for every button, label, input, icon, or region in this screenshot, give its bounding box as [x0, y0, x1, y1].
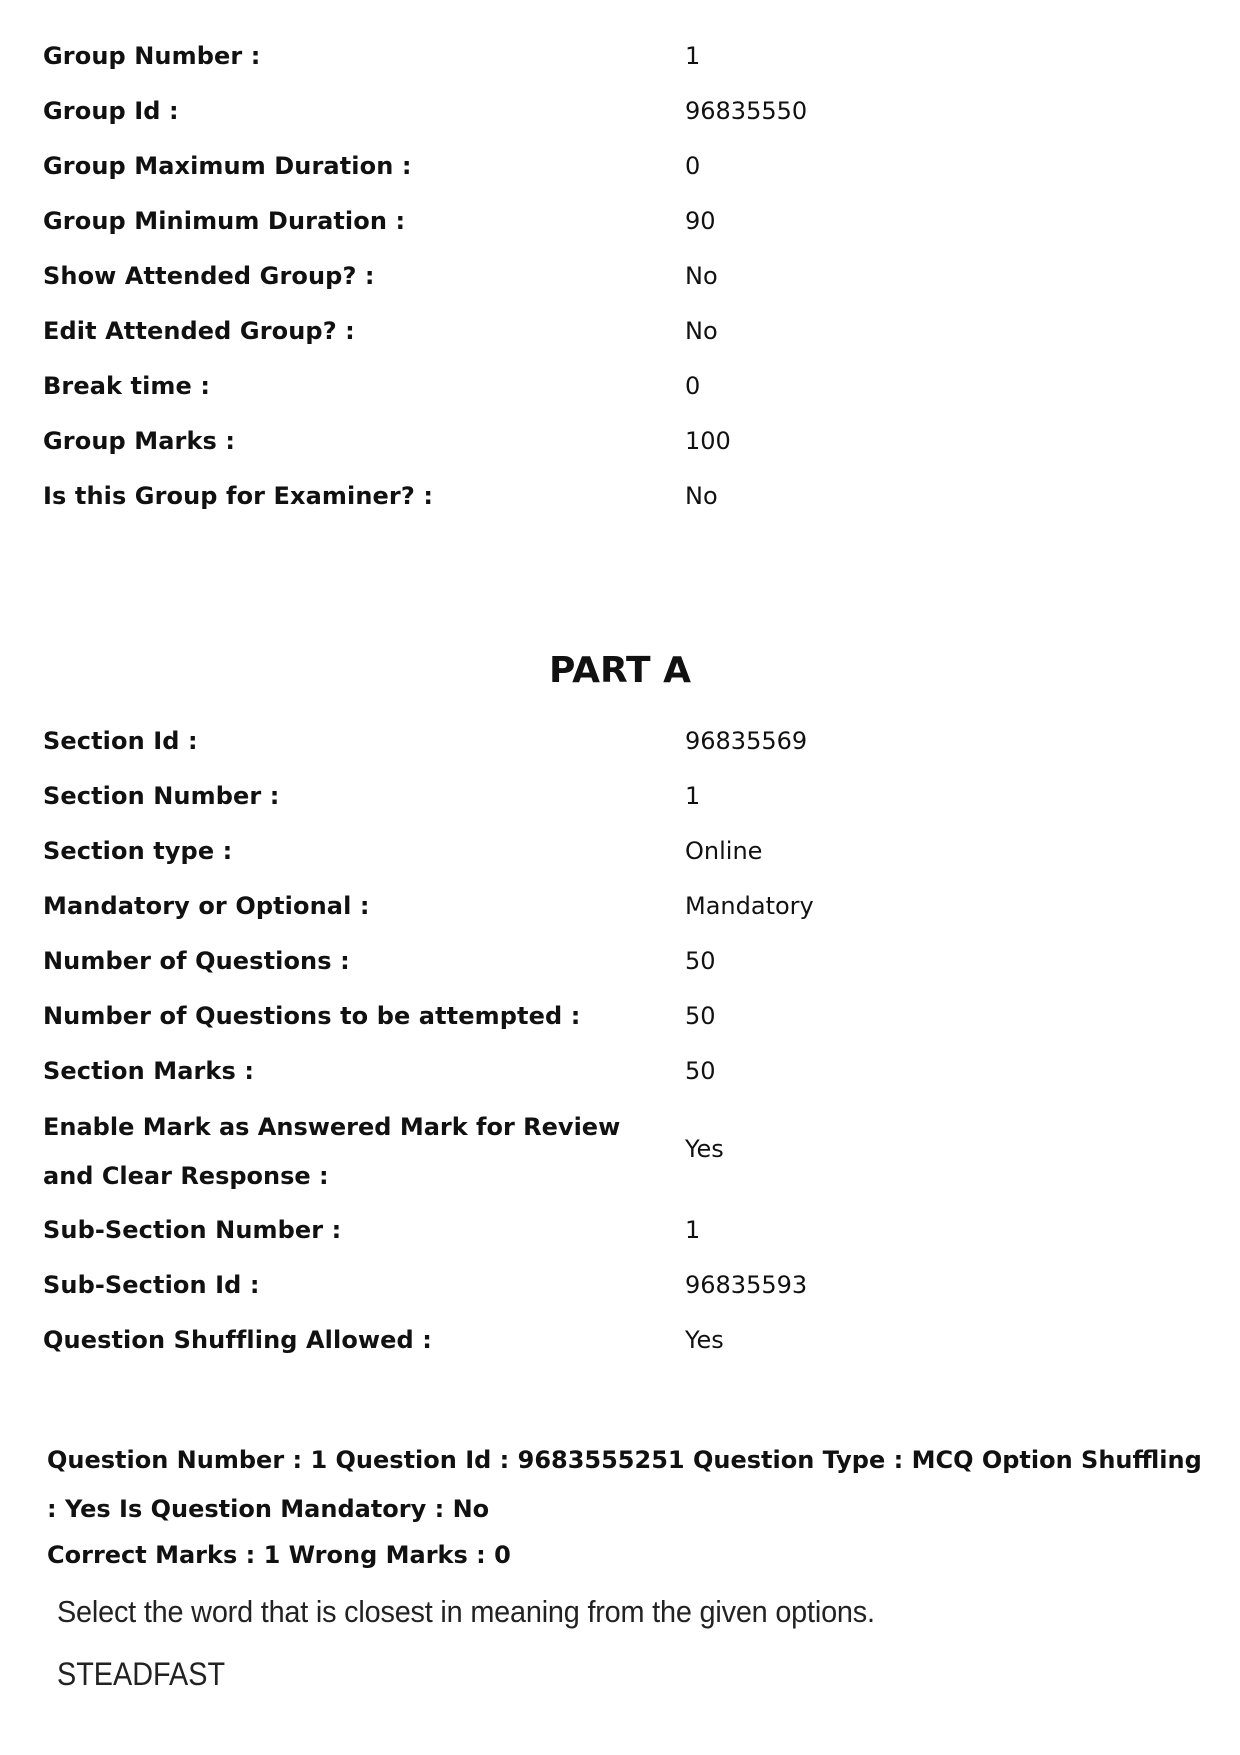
row-label: Group Id : — [43, 97, 179, 125]
row-value: Online — [685, 837, 763, 865]
row-label: Is this Group for Examiner? : — [43, 482, 434, 510]
question-word: STEADFAST — [57, 1656, 226, 1692]
row-label: Sub-Section Number : — [43, 1216, 342, 1244]
row-value: 50 — [685, 947, 716, 975]
question-marks: Correct Marks : 1 Wrong Marks : 0 — [47, 1541, 511, 1569]
row-label: Break time : — [43, 372, 211, 400]
row-label: Show Attended Group? : — [43, 262, 375, 290]
row-value: 96835550 — [685, 97, 808, 125]
row-value: 100 — [685, 427, 731, 455]
row-label: Question Shuffling Allowed : — [43, 1326, 432, 1354]
question-info: Question Number : 1 Question Id : 9683555251 Question Type : MCQ Option Shuffling : Yes Is Question Mandatory : No — [47, 1446, 1202, 1523]
row-value: 90 — [685, 207, 716, 235]
row-value: 50 — [685, 1002, 716, 1030]
enable-mark-value: Yes — [685, 1135, 724, 1163]
row-label: Section type : — [43, 837, 233, 865]
row-value: Yes — [685, 1326, 724, 1354]
row-value: 1 — [685, 1216, 701, 1244]
row-label: Section Marks : — [43, 1057, 255, 1085]
row-label: Number of Questions : — [43, 947, 350, 975]
row-label: Number of Questions to be attempted : — [43, 1002, 581, 1030]
row-label: Section Id : — [43, 727, 198, 755]
row-label: Group Marks : — [43, 427, 236, 455]
row-value: No — [685, 482, 718, 510]
row-label: Group Number : — [43, 42, 261, 70]
row-label: Group Minimum Duration : — [43, 207, 406, 235]
row-value: No — [685, 317, 718, 345]
row-value: 96835593 — [685, 1271, 808, 1299]
row-value: 1 — [685, 782, 701, 810]
row-label: Mandatory or Optional : — [43, 892, 370, 920]
row-value: 96835569 — [685, 727, 808, 755]
row-label: Edit Attended Group? : — [43, 317, 355, 345]
question-text: Select the word that is closest in meaning from the given options. — [57, 1594, 875, 1629]
row-value: Mandatory — [685, 892, 814, 920]
row-value: 50 — [685, 1057, 716, 1085]
row-label: Section Number : — [43, 782, 280, 810]
row-value: 0 — [685, 152, 701, 180]
enable-mark-label: Enable Mark as Answered Mark for Review and Clear Response : — [43, 1113, 621, 1190]
part-title: PART A — [549, 650, 691, 691]
row-value: 1 — [685, 42, 701, 70]
row-label: Group Maximum Duration : — [43, 152, 412, 180]
row-value: No — [685, 262, 718, 290]
row-label: Sub-Section Id : — [43, 1271, 260, 1299]
row-value: 0 — [685, 372, 701, 400]
